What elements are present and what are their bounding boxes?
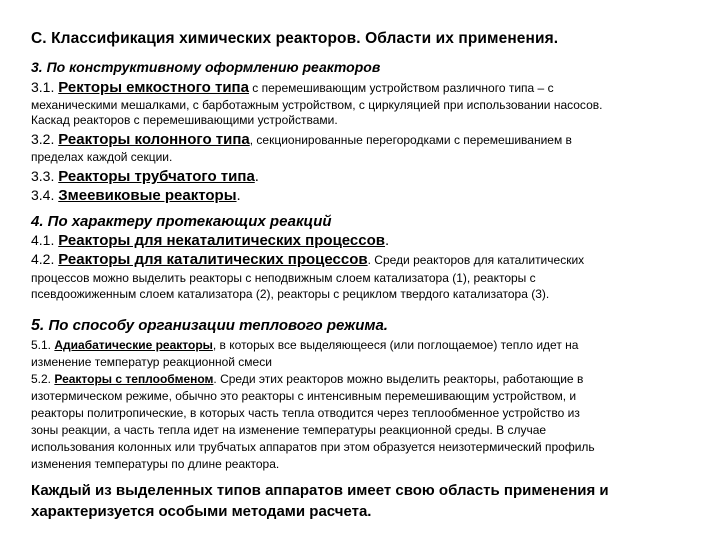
conclusion xyxy=(31,480,691,522)
item-3-4-name: Змеевиковые реакторы xyxy=(58,187,237,204)
item-4-1-name: Реакторы для некаталитических процессов xyxy=(58,232,386,249)
item-4-2: 4.2. Реакторы для каталитических процессов. Среди реакторов для каталитических процессов можно выделить реакторы с неподвижным слоем катализатора (1), реакторы с псевдоожиженным слоем катализатора (2), реакторы с рециклом твердого катализатора (3). xyxy=(31,251,585,301)
item-3-4: 3.4. Змеевиковые реакторы. xyxy=(31,187,241,204)
item-5-2: 5.2. Реакторы с теплообменом. Среди этих реакторов можно выделить реакторы, работающие в изотермическом режиме, обычно это реакторы с интенсивным перемешивающим устройством, и реакторы политропические, в которых часть тепла отводится через теплообменное устройство из зоны реакции, а часть тепла идет на изменение температуры реакционной среды. В случае использования колонных или трубчатых аппаратов при этом образуется неизотермический профиль изменения температуры по длине реактора. xyxy=(31,372,595,471)
conclusion-line-2: характеризуется особыми методами расчета. xyxy=(31,503,372,520)
item-5-1-name: Адиабатические реакторы xyxy=(54,338,213,352)
section-3-heading: 3. По конструктивному оформлению реакторов xyxy=(31,59,381,75)
item-3-3: 3.3. Реакторы трубчатого типа. xyxy=(31,168,259,185)
section-4 xyxy=(31,212,691,302)
page-title: С. Классификация химических реакторов. Области их применения. xyxy=(31,30,559,47)
item-5-1: 5.1. Адиабатические реакторы, в которых все выделяющееся (или поглощаемое) тепло идет на изменение температур реакционной смеси xyxy=(31,338,579,369)
section-3 xyxy=(31,58,691,205)
item-3-2: 3.2. Реакторы колонного типа, секционированные перегородками с перемешиванием в пределах каждой секции. xyxy=(31,131,572,164)
item-3-2-name: Реакторы колонного типа xyxy=(58,131,250,148)
conclusion-line-1: Каждый из выделенных типов аппаратов имеет свою область применения и xyxy=(31,482,609,499)
item-3-1-name: Ректоры емкостного типа xyxy=(58,79,249,96)
item-4-1: 4.1. Реакторы для некаталитических процессов. xyxy=(31,232,390,249)
section-4-heading: 4. По характеру протекающих реакций xyxy=(31,213,332,230)
section-5-heading: 5. По способу организации теплового режима. xyxy=(31,317,388,334)
item-4-2-name: Реакторы для каталитических процессов xyxy=(58,251,368,268)
item-3-3-name: Реакторы трубчатого типа xyxy=(58,168,255,185)
item-3-1: 3.1. Ректоры емкостного типа с перемешивающим устройством различного типа – с механическими мешалками, с барботажным устройством, с циркуляцией при использовании насосов. Каскад реакторов с перемешивающими устройствами. xyxy=(31,79,603,127)
section-5 xyxy=(31,316,691,473)
item-5-2-name: Реакторы с теплообменом xyxy=(54,372,214,386)
